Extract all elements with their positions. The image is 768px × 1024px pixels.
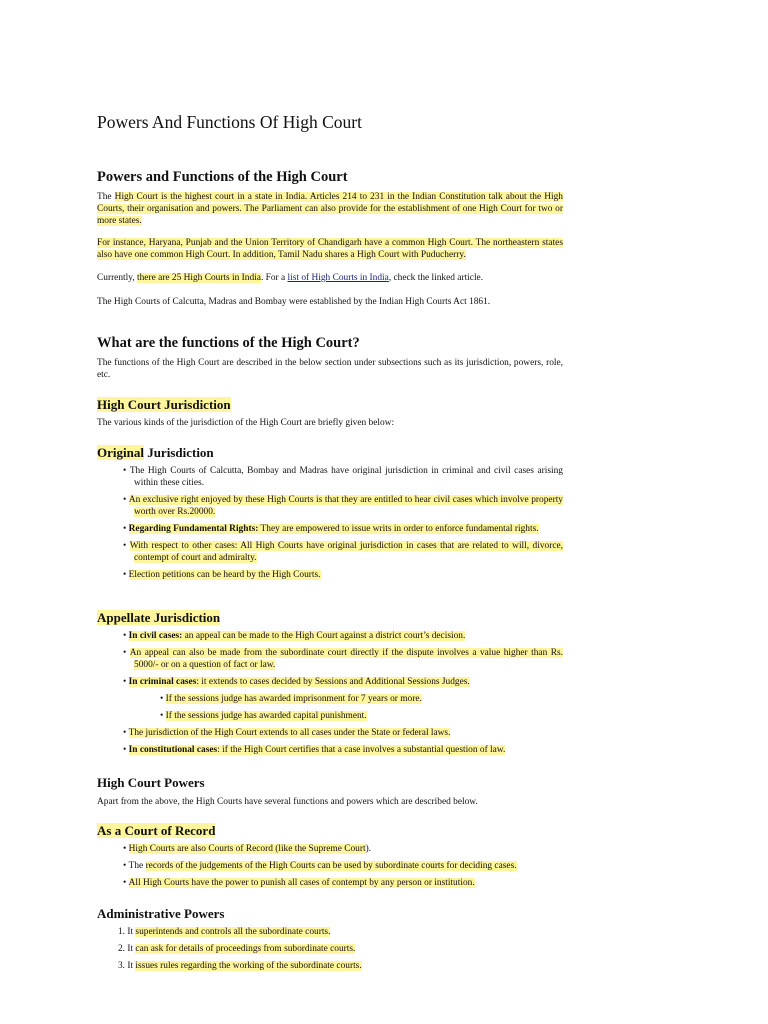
list-item: • Regarding Fundamental Rights: They are empowered to issue writs in order to enforce fundamental rights. <box>97 523 563 535</box>
section-powers-functions <box>97 168 563 308</box>
list-item: 2. It can ask for details of proceedings from subordinate courts. <box>117 944 356 954</box>
sub-list-item: • If the sessions judge has awarded capital punishment. <box>97 710 563 722</box>
document-title: Powers And Functions Of High Court <box>97 112 362 132</box>
original-jurisdiction-list <box>97 465 563 581</box>
section-heading: Powers and Functions of the High Court <box>97 169 348 185</box>
section-heading: What are the functions of the High Court? <box>97 335 360 351</box>
list-item: • High Courts are also Courts of Record (like the Supreme Court). <box>97 843 563 855</box>
list-item: 3. It issues rules regarding the working of the subordinate courts. <box>117 961 362 971</box>
section-heading: High Court Powers <box>97 775 205 790</box>
paragraph-common-high-court: For instance, Haryana, Punjab and the Union Territory of Chandigarh have a common High Court. The northeastern states also have one common High Court. In addition, Tamil Nadu shares a High Court with Puducherry. <box>97 238 563 260</box>
section-heading: Administrative Powers <box>97 906 225 921</box>
list-item: • In criminal cases: it extends to cases decided by Sessions and Additional Sessions Judges. <box>97 676 563 688</box>
section-functions <box>97 334 563 381</box>
administrative-powers-list <box>97 926 563 972</box>
sub-list-item: • If the sessions judge has awarded imprisonment for 7 years or more. <box>97 693 563 705</box>
list-item: • The jurisdiction of the High Court extends to all cases under the State or federal laws. <box>97 727 563 739</box>
section-heading: Appellate Jurisdiction <box>97 610 221 625</box>
section-administrative-powers <box>97 905 563 972</box>
section-heading: As a Court of Record <box>97 823 216 838</box>
list-item: • An exclusive right enjoyed by these High Courts is that they are entitled to hear civil cases which involve property worth over Rs.20000. <box>97 494 563 518</box>
section-court-of-record <box>97 822 563 889</box>
list-item: • Election petitions can be heard by the High Courts. <box>97 569 563 581</box>
list-item: • In civil cases: an appeal can be made to the High Court against a district court’s decision. <box>97 630 563 642</box>
list-item: • The records of the judgements of the High Courts can be used by subordinate courts for deciding cases. <box>97 860 563 872</box>
list-item: • All High Courts have the power to punish all cases of contempt by any person or institution. <box>97 877 563 889</box>
appellate-list <box>97 630 563 756</box>
section-original-jurisdiction <box>97 444 563 581</box>
list-item: • With respect to other cases: All High Courts have original jurisdiction in cases that are related to will, divorce, contempt of court and admiralty. <box>97 540 563 564</box>
paragraph-functions: The functions of the High Court are described in the below section under subsections such as its jurisdiction, powers, role, etc. <box>97 358 563 380</box>
list-of-high-courts-link[interactable]: list of High Courts in India <box>287 273 389 283</box>
paragraph-intro: The High Court is the highest court in a state in India. Articles 214 to 231 in the Indian Constitution talk about the High Courts, their organisation and powers. The Parliament can also provide for the establishment of one High Court for two or more states. <box>97 192 563 226</box>
list-item: • In constitutional cases: if the High Court certifies that a case involves a substantial question of law. <box>97 744 563 756</box>
section-high-court-powers <box>97 774 563 808</box>
section-jurisdiction <box>97 396 563 429</box>
list-item: 1. It superintends and controls all the subordinate courts. <box>117 927 331 937</box>
court-of-record-list <box>97 843 563 889</box>
section-heading: High Court Jurisdiction <box>97 397 231 412</box>
section-appellate-jurisdiction <box>97 609 563 756</box>
section-heading: Original Jurisdiction <box>97 445 214 460</box>
paragraph-powers: Apart from the above, the High Courts have several functions and powers which are described below. <box>97 797 478 807</box>
list-item: • The High Courts of Calcutta, Bombay and Madras have original jurisdiction in criminal and civil cases arising within these cities. <box>97 465 563 489</box>
paragraph-count: Currently, there are 25 High Courts in India. For a list of High Courts in India, check the linked article. <box>97 273 484 283</box>
paragraph-establishment: The High Courts of Calcutta, Madras and Bombay were established by the Indian High Courts Act 1861. <box>97 297 491 307</box>
paragraph-jurisdiction: The various kinds of the jurisdiction of the High Court are briefly given below: <box>97 418 395 428</box>
list-item: • An appeal can also be made from the subordinate court directly if the dispute involves a value higher than Rs. 5000/- or on a question of fact or law. <box>97 647 563 671</box>
